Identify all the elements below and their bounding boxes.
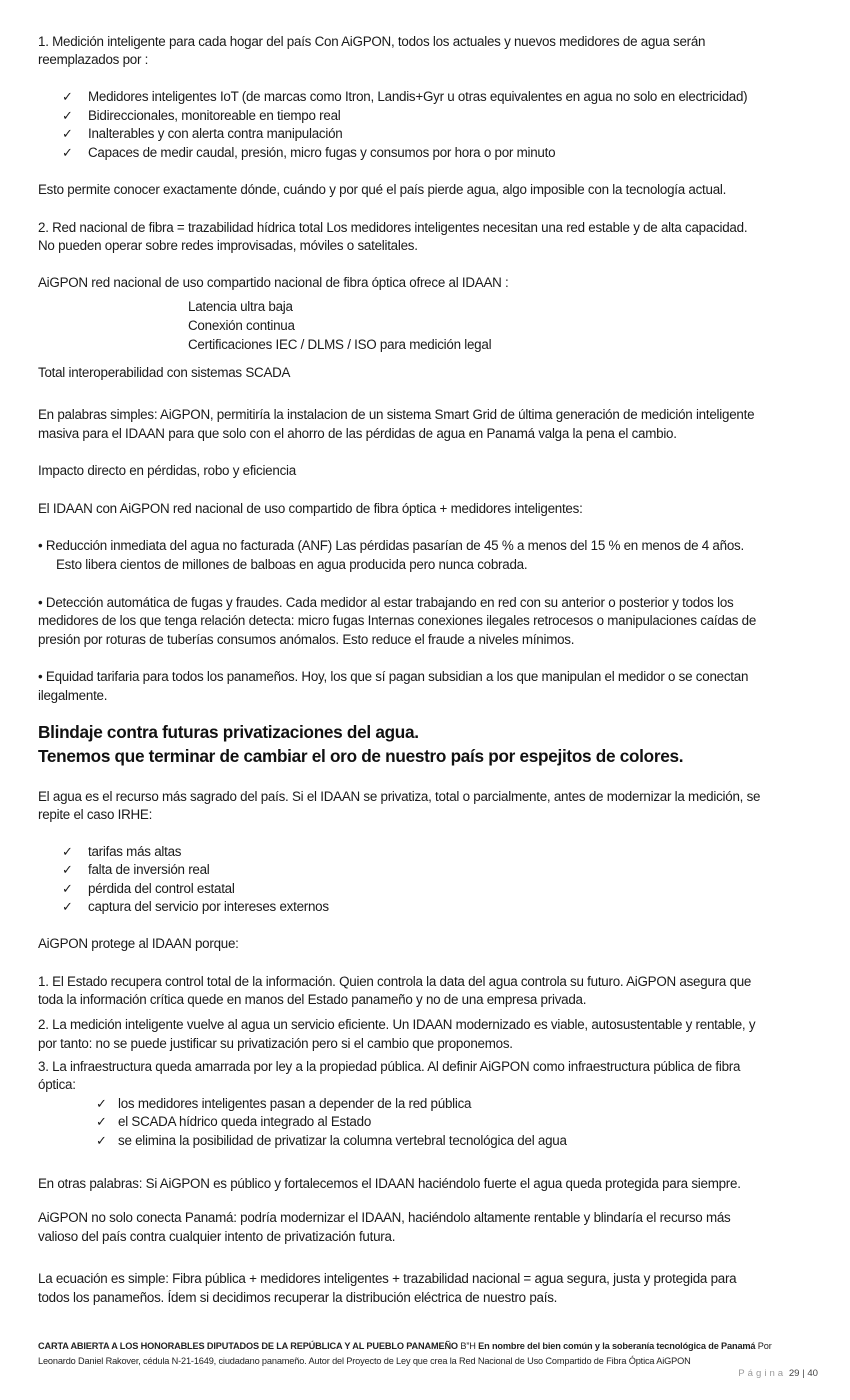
protect-point-cont: toda la información crítica quede en manos del Estado panameño y no de una empresa privada. — [38, 992, 587, 1007]
check-icon: ✓ — [62, 89, 73, 104]
check-icon: ✓ — [62, 899, 73, 914]
footer-line1 — [38, 1339, 772, 1355]
offer-item: Latencia ultra baja — [188, 299, 293, 314]
protect-point-cont: óptica: — [38, 1077, 76, 1092]
other-words: En otras palabras: Si AiGPON es público y fortalecemos el IDAAN haciéndolo fuerte el agua queda protegida para siempre. — [38, 1176, 741, 1191]
page-separator: | — [802, 1368, 805, 1379]
check-icon: ✓ — [62, 844, 73, 859]
list-item: Capaces de medir caudal, presión, micro fugas y consumos por hora o por minuto — [88, 145, 556, 160]
simple-words-cont: masiva para el IDAAN para que solo con el ahorro de las pérdidas de agua en Panamá valga la pena el cambio. — [38, 426, 677, 441]
check-icon: ✓ — [62, 881, 73, 896]
protect-subitem: los medidores inteligentes pasan a depender de la red pública — [118, 1096, 472, 1111]
protect-intro: AiGPON protege al IDAAN porque: — [38, 936, 239, 951]
risk-item: tarifas más altas — [88, 844, 182, 859]
footer-title: CARTA ABIERTA A LOS HONORABLES DIPUTADOS DE LA REPÚBLICA Y AL PUEBLO PANAMEÑO — [38, 1341, 458, 1351]
equation: La ecuación es simple: Fibra pública + medidores inteligentes + trazabilidad nacional = agua segura, justa y protegida para — [38, 1271, 737, 1286]
section-heading-cont: Tenemos que terminar de cambiar el oro de nuestro país por espejitos de colores. — [38, 746, 684, 766]
offer-item: Conexión continua — [188, 318, 295, 333]
section1-conclusion: Esto permite conocer exactamente dónde, cuándo y por qué el país pierde agua, algo imposible con la tecnología actual. — [38, 182, 727, 197]
impact-intro: El IDAAN con AiGPON red nacional de uso compartido de fibra óptica + medidores inteligentes: — [38, 501, 583, 516]
page-current: 29 — [788, 1368, 800, 1379]
not-only-cont: valioso del país contra cualquier intento de privatización futura. — [38, 1229, 396, 1244]
not-only: AiGPON no solo conecta Panamá: podría modernizar el IDAAN, haciéndolo altamente rentable y blindaría el recurso más — [38, 1210, 731, 1225]
simple-words: En palabras simples: AiGPON, permitiría la instalacion de un sistema Smart Grid de última generación de medición inteligente — [38, 407, 755, 422]
list-item: Medidores inteligentes IoT (de marcas como Itron, Landis+Gyr u otras equivalentes en agua no solo en electricidad) — [88, 89, 748, 104]
list-item: Inalterables y con alerta contra manipulación — [88, 126, 343, 141]
section-heading: Blindaje contra futuras privatizaciones del agua. — [38, 722, 419, 742]
protect-subitem: el SCADA hídrico queda integrado al Estado — [118, 1114, 372, 1129]
check-icon: ✓ — [62, 145, 73, 160]
section2-intro: 2. Red nacional de fibra = trazabilidad hídrica total Los medidores inteligentes necesitan una red estable y de alta capacidad. — [38, 220, 748, 235]
risk-item: pérdida del control estatal — [88, 881, 235, 896]
footer-subtitle: En nombre del bien común y la soberanía tecnológica de Panamá — [478, 1341, 756, 1351]
protect-point-cont: por tanto: no se puede justificar su privatización pero si el cambio que proponemos. — [38, 1036, 513, 1051]
privatization-text-cont: repite el caso IRHE: — [38, 807, 153, 822]
bullet-item: • Equidad tarifaria para todos los panameños. Hoy, los que sí pagan subsidian a los que manipulan el medidor o se conectan — [38, 669, 749, 684]
section1-intro: 1. Medición inteligente para cada hogar del país Con AiGPON, todos los actuales y nuevos medidores de agua serán — [38, 34, 706, 49]
check-icon: ✓ — [96, 1133, 107, 1148]
bullet-item-cont: Esto libera cientos de millones de balboas en agua producida pero nunca cobrada. — [56, 557, 528, 572]
protect-point: 2. La medición inteligente vuelve al agua un servicio eficiente. Un IDAAN modernizado es viable, autosustentable y rentable, y — [38, 1017, 756, 1032]
check-icon: ✓ — [62, 108, 73, 123]
section2-intro-cont: No pueden operar sobre redes improvisadas, móviles o satelitales. — [38, 238, 418, 253]
offer-item: Certificaciones IEC / DLMS / ISO para medición legal — [188, 337, 492, 352]
privatization-text: El agua es el recurso más sagrado del país. Si el IDAAN se privatiza, total o parcialmente, antes de modernizar la medición, se — [38, 789, 761, 804]
bullet-item-cont: medidores de los que tenga relación detecta: micro fugas Internas conexiones ilegales retrocesos o manipulaciones caídas de — [38, 613, 757, 628]
footer-por: Por — [755, 1341, 772, 1351]
protect-point: 3. La infraestructura queda amarrada por ley a la propiedad pública. Al definir AiGPON como infraestructura pública de fibra — [38, 1059, 741, 1074]
bullet-item: • Detección automática de fugas y fraudes. Cada medidor al estar trabajando en red con su anterior o posterior y todos los — [38, 595, 734, 610]
bullet-item-cont: presión por roturas de tuberías consumos anómalos. Esto reduce el fraude a niveles mínimos. — [38, 632, 575, 647]
interop-text: Total interoperabilidad con sistemas SCADA — [38, 365, 291, 380]
equation-cont: todos los panameños. Ídem si decidimos recuperar la distribución eléctrica de nuestro país. — [38, 1290, 558, 1305]
check-icon: ✓ — [62, 862, 73, 877]
section1-intro-cont: reemplazados por : — [38, 52, 149, 67]
risk-item: captura del servicio por intereses externos — [88, 899, 329, 914]
check-icon: ✓ — [96, 1114, 107, 1129]
risk-item: falta de inversión real — [88, 862, 210, 877]
footer-bh: B”H — [457, 1341, 479, 1351]
protect-subitem: se elimina la posibilidad de privatizar la columna vertebral tecnológica del agua — [118, 1133, 567, 1148]
page-number — [738, 1368, 818, 1379]
offer-intro: AiGPON red nacional de uso compartido nacional de fibra óptica ofrece al IDAAN : — [38, 275, 509, 290]
check-icon: ✓ — [62, 126, 73, 141]
footer-author: Leonardo Daniel Rakover, cédula N-21-1649, ciudadano panameño. Autor del Proyecto de Ley que crea la Red Nacional de Uso Compartido de Fibra Óptica AiGPON — [38, 1356, 691, 1366]
page-label: Página — [738, 1368, 787, 1379]
impact-title: Impacto directo en pérdidas, robo y eficiencia — [38, 463, 296, 478]
bullet-item: • Reducción inmediata del agua no facturada (ANF) Las pérdidas pasarían de 45 % a menos del 15 % en menos de 4 años. — [38, 538, 744, 553]
check-icon: ✓ — [96, 1096, 107, 1111]
protect-point: 1. El Estado recupera control total de la información. Quien controla la data del agua controla su futuro. AiGPON asegura que — [38, 974, 752, 989]
bullet-item-cont: ilegalmente. — [38, 688, 108, 703]
page-total: 40 — [807, 1368, 818, 1379]
list-item: Bidireccionales, monitoreable en tiempo real — [88, 108, 341, 123]
